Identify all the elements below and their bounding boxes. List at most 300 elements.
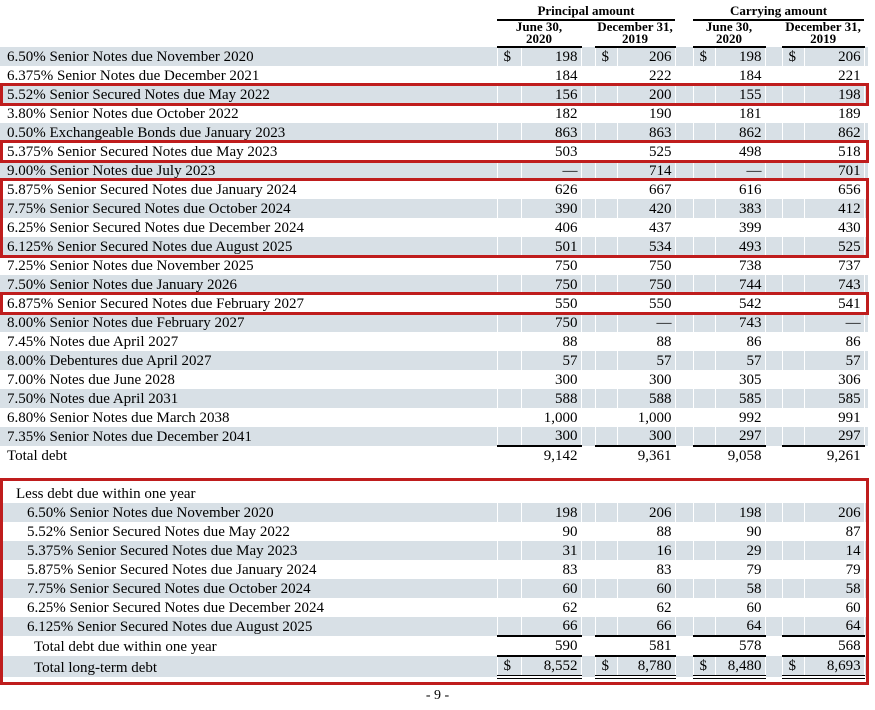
table-row [0, 85, 868, 104]
column-gap [765, 313, 782, 332]
dollar-sign [595, 237, 617, 256]
dollar-sign [693, 294, 715, 313]
column-gap [581, 161, 595, 180]
dollar-sign [497, 313, 521, 332]
value-cell: 8,552 [521, 656, 581, 677]
value-cell: 992 [715, 408, 765, 427]
dollar-sign [497, 180, 521, 199]
column-gap [581, 47, 595, 66]
value-cell: 750 [521, 313, 581, 332]
row-padding [864, 579, 868, 598]
dollar-sign [693, 560, 715, 579]
dollar-sign [693, 142, 715, 161]
dollar-sign [782, 560, 804, 579]
column-gap [581, 218, 595, 237]
dollar-sign: $ [693, 47, 715, 66]
value-cell: 57 [715, 351, 765, 370]
column-gap [581, 503, 595, 522]
column-gap [675, 85, 693, 104]
column-gap [581, 351, 595, 370]
column-gap [765, 85, 782, 104]
column-gap [675, 541, 693, 560]
value-cell: 542 [715, 294, 765, 313]
value-cell: 57 [617, 351, 675, 370]
dollar-sign [595, 598, 617, 617]
row-padding [864, 598, 868, 617]
column-gap [581, 656, 595, 677]
value-cell: 862 [715, 123, 765, 142]
value-cell: 87 [804, 522, 864, 541]
dollar-sign [782, 370, 804, 389]
value-cell: 83 [617, 560, 675, 579]
dollar-sign [782, 484, 804, 503]
table-row [0, 636, 868, 656]
table-row [0, 237, 868, 256]
column-gap [581, 142, 595, 161]
value-cell: 66 [521, 617, 581, 636]
value-cell: 550 [521, 294, 581, 313]
dollar-sign [595, 123, 617, 142]
date-line: December 31, [597, 20, 673, 34]
table-row [0, 408, 868, 427]
column-gap [675, 218, 693, 237]
dollar-sign [693, 541, 715, 560]
value-cell: 714 [617, 161, 675, 180]
column-gap [581, 370, 595, 389]
value-cell: 29 [715, 541, 765, 560]
column-gap [675, 161, 693, 180]
column-gap [581, 446, 595, 465]
dollar-sign [782, 446, 804, 465]
dollar-sign [693, 427, 715, 446]
row-label: 6.125% Senior Secured Notes due August 2025 [0, 237, 497, 256]
dollar-sign [693, 332, 715, 351]
dollar-sign [595, 370, 617, 389]
dollar-sign [497, 104, 521, 123]
column-gap [581, 199, 595, 218]
value-cell [804, 484, 864, 503]
value-cell: 743 [804, 275, 864, 294]
column-gap [675, 446, 693, 465]
value-cell: 300 [521, 370, 581, 389]
value-cell: 60 [804, 598, 864, 617]
dollar-sign [497, 503, 521, 522]
table-row [0, 617, 868, 636]
column-gap [675, 560, 693, 579]
value-cell: 412 [804, 199, 864, 218]
row-label: 7.50% Notes due April 2031 [0, 389, 497, 408]
dollar-sign [497, 484, 521, 503]
dollar-sign [693, 275, 715, 294]
table-row [0, 199, 868, 218]
value-cell: 750 [521, 275, 581, 294]
dollar-sign [497, 446, 521, 465]
value-cell: 66 [617, 617, 675, 636]
table-row [0, 256, 868, 275]
row-label: 5.52% Senior Secured Notes due May 2022 [0, 85, 497, 104]
dollar-sign [497, 142, 521, 161]
dollar-sign [693, 408, 715, 427]
less-debt-section [0, 484, 868, 677]
dollar-sign [693, 636, 715, 656]
value-cell: 585 [804, 389, 864, 408]
row-label: 7.45% Notes due April 2027 [0, 332, 497, 351]
row-padding [864, 218, 868, 237]
row-padding [864, 408, 868, 427]
column-gap [581, 237, 595, 256]
value-cell: 568 [804, 636, 864, 656]
header-gap [765, 20, 782, 47]
column-gap [675, 294, 693, 313]
row-label: 6.50% Senior Notes due November 2020 [0, 47, 497, 66]
header-gap [675, 20, 693, 47]
dollar-sign [497, 275, 521, 294]
dollar-sign [497, 294, 521, 313]
dollar-sign [782, 275, 804, 294]
column-gap [765, 427, 782, 446]
value-cell: 62 [521, 598, 581, 617]
value-cell: 578 [715, 636, 765, 656]
column-gap [675, 636, 693, 656]
column-gap [675, 617, 693, 636]
row-padding [864, 313, 868, 332]
value-cell: 525 [804, 237, 864, 256]
dollar-sign [693, 484, 715, 503]
column-gap [581, 389, 595, 408]
dollar-sign [693, 66, 715, 85]
row-label: 7.00% Notes due June 2028 [0, 370, 497, 389]
column-gap [675, 598, 693, 617]
dollar-sign [782, 389, 804, 408]
page-number: - 9 - [425, 688, 450, 703]
value-cell: 581 [617, 636, 675, 656]
table-row [0, 123, 868, 142]
value-cell: 1,000 [521, 408, 581, 427]
value-cell: — [715, 161, 765, 180]
dollar-sign [497, 332, 521, 351]
dollar-sign: $ [595, 656, 617, 677]
dollar-sign [782, 617, 804, 636]
value-cell: 58 [715, 579, 765, 598]
dollar-sign [693, 218, 715, 237]
value-cell: — [521, 161, 581, 180]
dollar-sign [497, 408, 521, 427]
dollar-sign [693, 370, 715, 389]
column-gap [581, 275, 595, 294]
table-row [0, 389, 868, 408]
dollar-sign [782, 541, 804, 560]
value-cell: 206 [804, 47, 864, 66]
column-gap [765, 370, 782, 389]
table-row [0, 598, 868, 617]
dollar-sign [595, 389, 617, 408]
dollar-sign [497, 427, 521, 446]
row-padding [864, 522, 868, 541]
value-cell: 588 [521, 389, 581, 408]
column-gap [675, 503, 693, 522]
dollar-sign [595, 66, 617, 85]
column-gap [765, 66, 782, 85]
value-cell: 190 [617, 104, 675, 123]
row-padding [864, 180, 868, 199]
table-row [0, 104, 868, 123]
value-cell: 8,780 [617, 656, 675, 677]
dollar-sign: $ [497, 47, 521, 66]
value-cell: 701 [804, 161, 864, 180]
row-padding [864, 85, 868, 104]
value-cell: 737 [804, 256, 864, 275]
column-gap [581, 66, 595, 85]
table-row [0, 560, 868, 579]
dollar-sign [497, 522, 521, 541]
value-cell: 430 [804, 218, 864, 237]
column-gap [765, 142, 782, 161]
column-gap [581, 598, 595, 617]
column-gap [675, 66, 693, 85]
date-line: June 30, [515, 20, 563, 34]
value-cell: 58 [804, 579, 864, 598]
dollar-sign [595, 199, 617, 218]
table-row [0, 180, 868, 199]
dollar-sign [693, 123, 715, 142]
dollar-sign [782, 123, 804, 142]
value-cell: 390 [521, 199, 581, 218]
row-label: 6.25% Senior Secured Notes due December 2024 [0, 218, 497, 237]
dollar-sign [693, 598, 715, 617]
column-gap [581, 123, 595, 142]
dollar-sign [497, 85, 521, 104]
dollar-sign [595, 484, 617, 503]
dollar-sign [693, 199, 715, 218]
dollar-sign [782, 180, 804, 199]
column-gap [675, 142, 693, 161]
row-label: 6.375% Senior Notes due December 2021 [0, 66, 497, 85]
dollar-sign [693, 256, 715, 275]
dollar-sign [782, 161, 804, 180]
table-row [0, 446, 868, 465]
dollar-sign [693, 446, 715, 465]
value-cell: 198 [804, 85, 864, 104]
dollar-sign [782, 598, 804, 617]
value-cell: 57 [804, 351, 864, 370]
row-label: 5.375% Senior Secured Notes due May 2023 [0, 541, 497, 560]
column-gap [765, 351, 782, 370]
dollar-sign [782, 256, 804, 275]
table-row [0, 656, 868, 677]
column-gap [765, 275, 782, 294]
dollar-sign [782, 104, 804, 123]
value-cell: 656 [804, 180, 864, 199]
dollar-sign [595, 142, 617, 161]
value-cell: 16 [617, 541, 675, 560]
row-label: 0.50% Exchangeable Bonds due January 2023 [0, 123, 497, 142]
table-row [0, 47, 868, 66]
value-cell: 222 [617, 66, 675, 85]
column-gap [765, 579, 782, 598]
value-cell: 8,480 [715, 656, 765, 677]
column-gap [675, 427, 693, 446]
row-padding [864, 66, 868, 85]
dollar-sign [497, 560, 521, 579]
value-cell [715, 484, 765, 503]
value-cell: 88 [617, 522, 675, 541]
column-header-row [0, 20, 868, 47]
dollar-sign [595, 636, 617, 656]
value-cell: 198 [521, 503, 581, 522]
column-gap [765, 503, 782, 522]
column-gap [675, 256, 693, 275]
table-row [0, 161, 868, 180]
column-gap [675, 389, 693, 408]
column-header-principal-jun2020 [497, 20, 581, 47]
column-gap [581, 294, 595, 313]
column-gap [765, 389, 782, 408]
dollar-sign [497, 351, 521, 370]
dollar-sign [497, 389, 521, 408]
table-row [0, 275, 868, 294]
column-gap [581, 617, 595, 636]
dollar-sign [782, 294, 804, 313]
column-gap [675, 180, 693, 199]
value-cell: 156 [521, 85, 581, 104]
column-gap [675, 47, 693, 66]
value-cell: 90 [715, 522, 765, 541]
value-cell [521, 484, 581, 503]
dollar-sign [595, 617, 617, 636]
row-label: Less debt due within one year [0, 484, 497, 503]
dollar-sign [497, 66, 521, 85]
value-cell: 60 [617, 579, 675, 598]
dollar-sign [782, 85, 804, 104]
dollar-sign [497, 579, 521, 598]
row-label: 3.80% Senior Notes due October 2022 [0, 104, 497, 123]
value-cell: 182 [521, 104, 581, 123]
header-spacer [0, 20, 497, 47]
value-cell: 501 [521, 237, 581, 256]
value-cell: 437 [617, 218, 675, 237]
value-cell: 155 [715, 85, 765, 104]
value-cell: 750 [521, 256, 581, 275]
column-header-principal-dec2019 [595, 20, 675, 47]
value-cell: 79 [715, 560, 765, 579]
value-cell: 62 [617, 598, 675, 617]
value-cell: 184 [715, 66, 765, 85]
dollar-sign [595, 294, 617, 313]
table-row [0, 427, 868, 446]
year-line: 2020 [526, 31, 552, 46]
value-cell: 8,693 [804, 656, 864, 677]
value-cell: 200 [617, 85, 675, 104]
column-gap [765, 294, 782, 313]
dollar-sign [497, 218, 521, 237]
value-cell: 616 [715, 180, 765, 199]
column-gap [581, 484, 595, 503]
year-line: 2019 [810, 31, 837, 46]
column-gap [675, 522, 693, 541]
dollar-sign [595, 522, 617, 541]
table-row [0, 332, 868, 351]
dollar-sign [595, 408, 617, 427]
dollar-sign: $ [693, 656, 715, 677]
dollar-sign [693, 522, 715, 541]
dollar-sign [693, 180, 715, 199]
table-row [0, 522, 868, 541]
value-cell: 64 [715, 617, 765, 636]
value-cell: 383 [715, 199, 765, 218]
column-gap [765, 560, 782, 579]
date-line: June 30, [705, 20, 753, 34]
dollar-sign [693, 579, 715, 598]
value-cell: 206 [804, 503, 864, 522]
value-cell: 1,000 [617, 408, 675, 427]
column-gap [765, 617, 782, 636]
column-gap [581, 85, 595, 104]
row-padding [864, 370, 868, 389]
dollar-sign [595, 332, 617, 351]
column-header-carrying-jun2020 [693, 20, 765, 47]
year-line: 2020 [716, 31, 743, 46]
row-label: 5.875% Senior Secured Notes due January 2024 [0, 560, 497, 579]
dollar-sign [782, 503, 804, 522]
row-padding [864, 199, 868, 218]
dollar-sign [693, 85, 715, 104]
row-label: 6.875% Senior Secured Notes due February 2027 [0, 294, 497, 313]
table-row [0, 484, 868, 503]
dollar-sign [497, 598, 521, 617]
column-gap [675, 313, 693, 332]
column-gap [765, 541, 782, 560]
value-cell: 738 [715, 256, 765, 275]
column-gap [581, 313, 595, 332]
value-cell: 88 [617, 332, 675, 351]
dollar-sign [595, 275, 617, 294]
dollar-sign [595, 351, 617, 370]
value-cell: 60 [715, 598, 765, 617]
value-cell: 181 [715, 104, 765, 123]
dollar-sign [595, 503, 617, 522]
row-padding [864, 123, 868, 142]
value-cell: 300 [617, 370, 675, 389]
value-cell: 399 [715, 218, 765, 237]
value-cell: 9,361 [617, 446, 675, 465]
dollar-sign [595, 560, 617, 579]
column-gap [675, 199, 693, 218]
row-padding [864, 541, 868, 560]
header-spacer [0, 0, 497, 20]
column-gap [765, 104, 782, 123]
row-label: 8.00% Senior Notes due February 2027 [0, 313, 497, 332]
dollar-sign [693, 104, 715, 123]
header-pad [864, 0, 868, 20]
column-gap [765, 522, 782, 541]
column-gap [581, 560, 595, 579]
value-cell: 9,261 [804, 446, 864, 465]
dollar-sign: $ [595, 47, 617, 66]
table-row [0, 66, 868, 85]
row-padding [864, 237, 868, 256]
year-line: 2019 [622, 31, 649, 46]
value-cell: 88 [521, 332, 581, 351]
value-cell: 420 [617, 199, 675, 218]
column-gap [675, 484, 693, 503]
column-gap [765, 656, 782, 677]
row-label: Total debt due within one year [0, 636, 497, 656]
dollar-sign [782, 199, 804, 218]
value-cell: 503 [521, 142, 581, 161]
table-row [0, 503, 868, 522]
value-cell: 493 [715, 237, 765, 256]
value-cell: 306 [804, 370, 864, 389]
